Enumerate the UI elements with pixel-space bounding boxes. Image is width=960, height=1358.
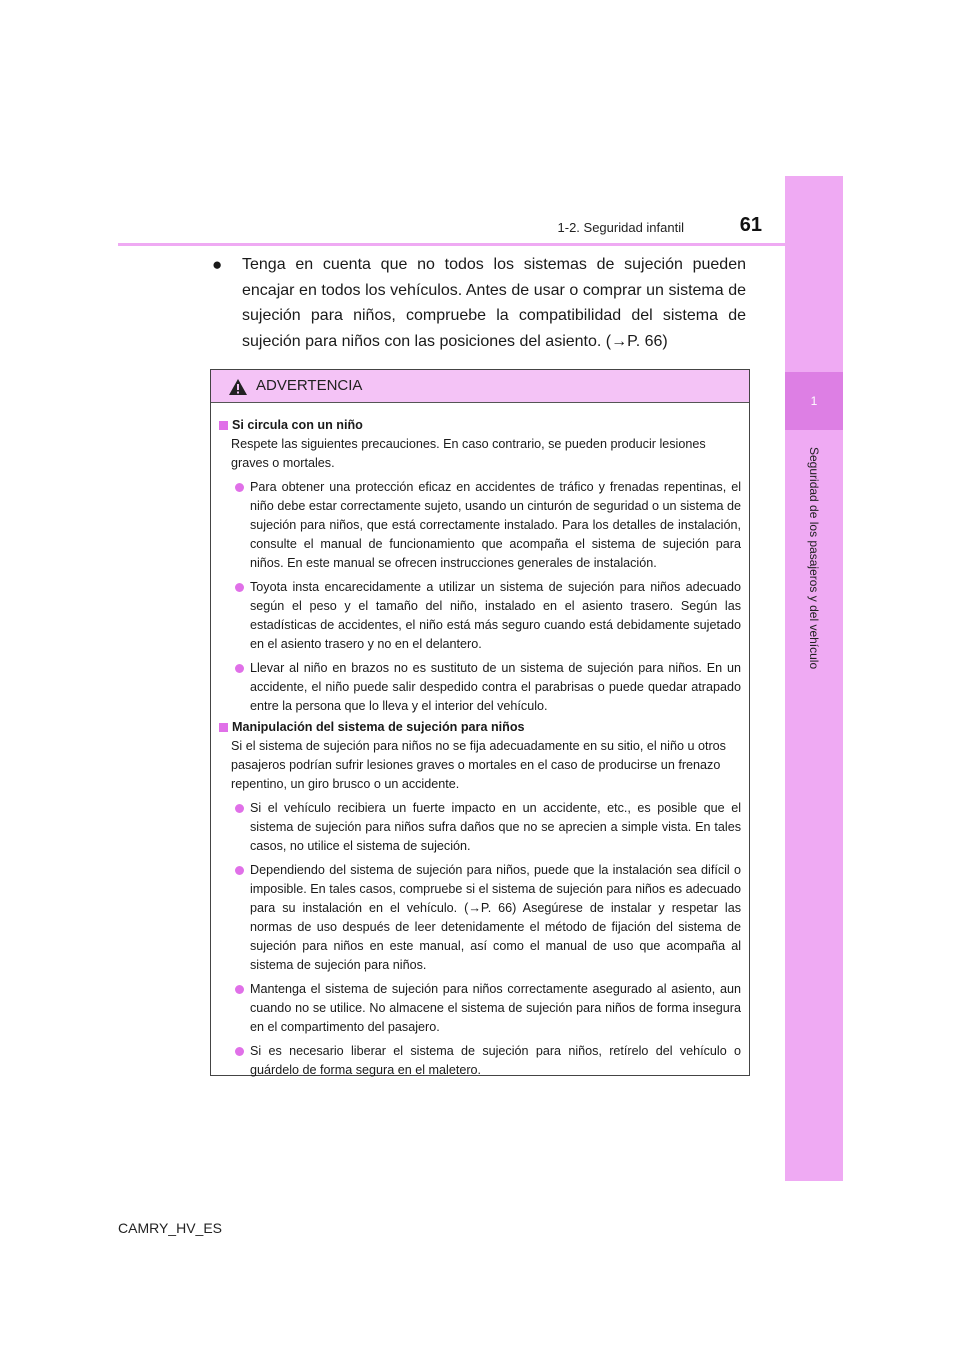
round-bullet-icon bbox=[235, 866, 244, 875]
round-bullet-icon bbox=[235, 483, 244, 492]
list-item: Dependiendo del sistema de sujeción para niños, puede que la instalación sea difícil o imposible. En tales casos, compruebe si el sistema de sujeción para niños es adecuado para su instalación en el vehículo. (→P. 66) Asegúrese de instalar y respetar las normas de uso después de leer detenidamente el método de fijación del sistema de sujeción para niños en este manual, así como el manual de uso que acompaña al sistema de sujeción para niños. bbox=[219, 861, 741, 975]
page-number: 61 bbox=[739, 214, 762, 236]
list-item: Si es necesario liberar el sistema de sujeción para niños, retírelo del vehículo o guárdelo de forma segura en el maletero. bbox=[219, 1042, 741, 1080]
warning-header bbox=[211, 370, 749, 403]
section-paragraph: Si el sistema de sujeción para niños no se fija adecuadamente en su sitio, el niño u otros pasajeros podrían sufrir lesiones graves o mortales en el caso de producirse un frenazo repentino, un giro brusco o un accidente. bbox=[231, 739, 726, 791]
round-bullet-icon bbox=[235, 583, 244, 592]
chapter-number: 1 bbox=[810, 394, 818, 408]
square-bullet-icon bbox=[219, 421, 228, 430]
round-bullet-icon bbox=[235, 664, 244, 673]
document-code: CAMRY_HV_ES bbox=[118, 1220, 223, 1236]
intro-text: Tenga en cuenta que no todos los sistemas de sujeción pueden encajar en todos los vehículos. Antes de usar o comprar un sistema de sujeción para niños, compruebe la compatibilidad del sistema de sujeción para niños con las posiciones del asiento. (→P. 66) bbox=[242, 256, 746, 350]
intro-bullet: ● bbox=[212, 255, 223, 274]
section-heading: Manipulación del sistema de sujeción para niños bbox=[219, 718, 741, 737]
side-tab-title bbox=[787, 438, 841, 678]
warning-body bbox=[211, 403, 749, 1080]
round-bullet-icon bbox=[235, 985, 244, 994]
chapter-title: Seguridad de los pasajeros y del vehículo bbox=[807, 446, 821, 670]
square-bullet-icon bbox=[219, 723, 228, 732]
list-item: Si el vehículo recibiera un fuerte impacto en un accidente, etc., es posible que el sistema de sujeción para niños sufra daños que no se aprecien a simple vista. En tales casos, no utilice el sistema de sujeción. bbox=[219, 799, 741, 856]
section-heading: Si circula con un niño bbox=[219, 416, 741, 435]
warning-title: ADVERTENCIA bbox=[256, 377, 363, 394]
list-item: Toyota insta encarecidamente a utilizar un sistema de sujeción para niños adecuado según el peso y el tamaño del niño, instalado en el asiento trasero. Según las estadísticas de accidentes, el niño está más seguro cuando está debidamente sujetado en el asiento trasero y no en el delantero. bbox=[219, 578, 741, 654]
side-tab bbox=[785, 176, 843, 1181]
header-divider bbox=[118, 243, 843, 246]
intro-paragraph bbox=[212, 252, 746, 354]
list-item: Llevar al niño en brazos no es sustituto de un sistema de sujeción para niños. En un accidente, el niño puede salir despedido contra el parabrisas o puede quedar atrapado entre la persona que lo lleva y el interior del vehículo. bbox=[219, 659, 741, 716]
warning-box bbox=[210, 369, 750, 1076]
section-paragraph: Respete las siguientes precauciones. En caso contrario, se pueden producir lesiones graves o mortales. bbox=[231, 437, 706, 470]
warning-triangle-icon bbox=[228, 378, 248, 396]
section-title: 1-2. Seguridad infantil bbox=[557, 220, 684, 235]
side-tab-chapter-number bbox=[785, 372, 843, 430]
list-item: Mantenga el sistema de sujeción para niños correctamente asegurado al asiento, aun cuando no se utilice. No almacene el sistema de sujeción para niños de forma insegura en el compartimento del pasajero. bbox=[219, 980, 741, 1037]
list-item: Para obtener una protección eficaz en accidentes de tráfico y frenadas repentinas, el niño debe estar correctamente sujeto, usando un cinturón de seguridad o un sistema de sujeción para niños, que está correctamente instalado. Para los detalles de instalación, consulte el manual de funcionamiento que acompaña el sistema de sujeción para niños. En este manual se ofrecen instrucciones generales de instalación. bbox=[219, 478, 741, 573]
round-bullet-icon bbox=[235, 1047, 244, 1056]
round-bullet-icon bbox=[235, 804, 244, 813]
